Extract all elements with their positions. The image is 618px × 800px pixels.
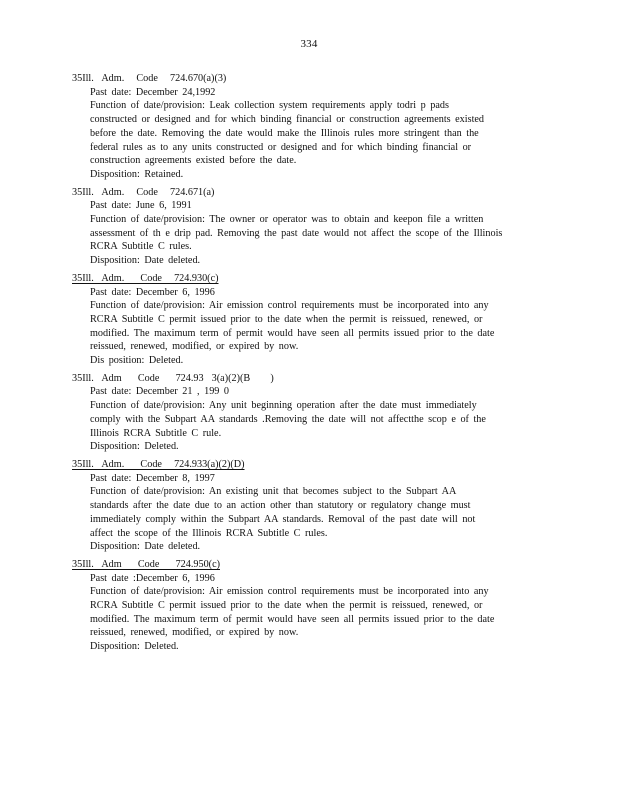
entry-body (90, 286, 542, 368)
function-text-line: RCRA Subtitle C permit issued prior to the date when the permit is reissued, renewed, or (90, 600, 483, 612)
past-date: Past date: December 24,1992 (90, 86, 216, 98)
function-text-line: assessment of th e drip pad. Removing the past date would not affect the scope of the Illinois (90, 227, 503, 239)
function-text-line: Function of date/provision: An existing unit that becomes subject to the Subpart AA (90, 486, 457, 498)
function-text-line: construction agreements existed before the date. (90, 155, 297, 167)
entry-724-933-a-2-b (72, 372, 542, 454)
function-text-line: RCRA Subtitle C rules. (90, 241, 192, 253)
past-date: Past date: December 8, 1997 (90, 472, 215, 484)
entry-body (90, 472, 542, 554)
function-text-line: Function of date/provision: Air emission control requirements must be incorporated into any (90, 586, 489, 598)
function-text-line: RCRA Subtitle C permit issued prior to the date when the permit is reissued, renewed, or (90, 313, 483, 325)
function-text-line: Function of date/provision: Leak collection system requirements apply todri p pads (90, 100, 449, 112)
function-text-line: Function of date/provision: The owner or operator was to obtain and keepon file a written (90, 214, 484, 226)
function-text-line: Illinois RCRA Subtitle C rule. (90, 427, 222, 439)
disposition: Disposition: Deleted. (90, 441, 179, 453)
function-text-line: federal rules as to any units constructed or designed and for which binding financial or (90, 141, 472, 153)
entry-citation: 35Ill. Adm. Code 724.933(a)(2)(D) (72, 458, 245, 470)
entry-citation: 35Ill. Adm. Code 724.671(a) (72, 186, 215, 198)
disposition: Dis position: Deleted. (90, 355, 184, 367)
disposition: Disposition: Deleted. (90, 641, 179, 653)
entry-body (90, 86, 542, 182)
function-text-line: modified. The maximum term of permit would have seen all permits issued prior to the date (90, 613, 495, 625)
disposition: Disposition: Retained. (90, 168, 184, 180)
entry-body (90, 385, 542, 454)
function-text-line: affect the scope of the Illinois RCRA Subtitle C rules. (90, 527, 328, 539)
function-text-line: standards after the date due to an action other than statutory or regulatory change must (90, 500, 471, 512)
function-text-line: Function of date/provision: Air emission control requirements must be incorporated into any (90, 300, 489, 312)
function-text-line: reissued, renewed, modified, or expired by now. (90, 627, 299, 639)
entry-citation: 35Ill. Adm. Code 724.670(a)(3) (72, 73, 227, 84)
entry-body (90, 199, 542, 268)
past-date: Past date: December 21 , 199 0 (90, 386, 230, 398)
entry-724-950-c (72, 558, 542, 654)
past-date: Past date: June 6, 1991 (90, 200, 192, 212)
entry-724-933-a-2-d (72, 458, 542, 554)
function-text-line: constructed or designed and for which binding financial or construction agreements existed (90, 114, 485, 126)
entry-724-670-a-3 (72, 72, 542, 182)
entry-citation: 35Ill. Adm Code 724.950(c) (72, 558, 220, 570)
entry-citation: 35Ill. Adm Code 724.93 3(a)(2)(B ) (72, 372, 274, 384)
entries-list (72, 72, 542, 658)
disposition: Disposition: Date deleted. (90, 541, 201, 553)
past-date: Past date :December 6, 1996 (90, 572, 215, 584)
entry-body (90, 572, 542, 654)
past-date: Past date: December 6, 1996 (90, 286, 215, 298)
disposition: Disposition: Date deleted. (90, 255, 201, 267)
function-text-line: reissued, renewed, modified, or expired by now. (90, 341, 299, 353)
function-text-line: comply with the Subpart AA standards .Removing the date will not affectthe scop e of the (90, 413, 486, 425)
function-text-line: modified. The maximum term of permit would have seen all permits issued prior to the date (90, 327, 495, 339)
function-text-line: before the date. Removing the date would make the Illinois rules more stringent than the (90, 127, 479, 139)
page-number: 334 (300, 38, 318, 50)
function-text-line: immediately comply within the Subpart AA standards. Removal of the past date will not (90, 513, 476, 525)
entry-724-930-c (72, 272, 542, 368)
function-text-line: Function of date/provision: Any unit beginning operation after the date must immediately (90, 400, 477, 412)
entry-724-671-a (72, 186, 542, 268)
entry-citation: 35Ill. Adm. Code 724.930(c) (72, 272, 219, 284)
